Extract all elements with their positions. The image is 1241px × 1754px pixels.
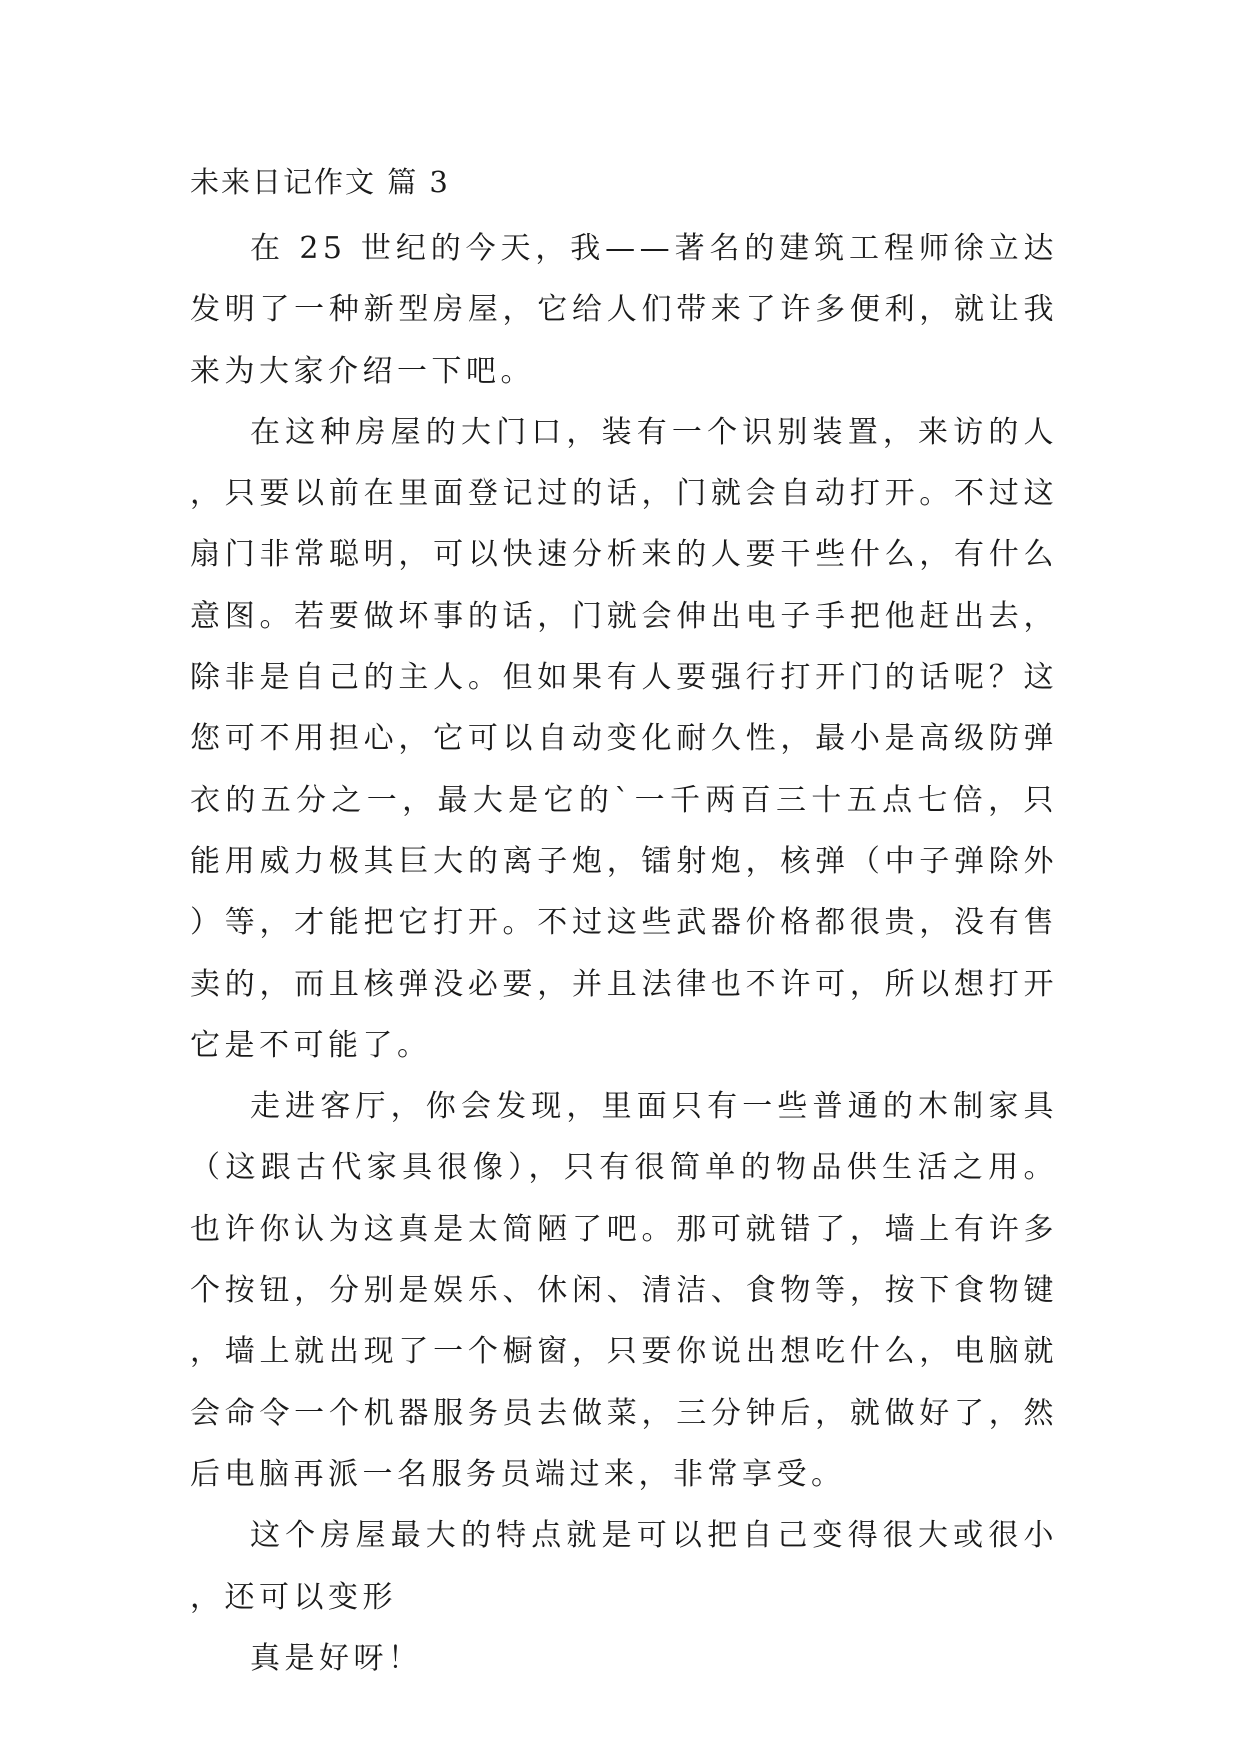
paragraph-closing: 真是好呀！ bbox=[250, 1640, 423, 1676]
paragraph-intro: 在 25 世纪的今天，我——著名的建筑工程师徐立达发明了一种新型房屋，它给人们带来了许多便利，就让我来为大家介绍一下吧。 bbox=[190, 231, 1058, 389]
paragraph-feature: 这个房屋最大的特点就是可以把自己变得很大或很小，还可以变形 bbox=[190, 1518, 1058, 1615]
paragraph-door: 在这种房屋的大门口，装有一个识别装置，来访的人，只要以前在里面登记过的话，门就会自动打开。不过这扇门非常聪明，可以快速分析来的人要干些什么，有什么意图。若要做坏事的话，门就会伸出电子手把他赶出去，除非是自己的主人。但如果有人要强行打开门的话呢？这您可不用担心，它可以自动变化耐久性，最小是高级防弹衣的五分之一，最大是它的`一千两百三十五点七倍，只能用威力极其巨大的离子炮，镭射炮，核弹（中子弹除外）等，才能把它打开。不过这些武器价格都很贵，没有售卖的，而且核弹没必要，并且法律也不许可，所以想打开它是不可能了。 bbox=[190, 414, 1058, 1063]
document-body bbox=[190, 218, 1058, 1689]
paragraph-living-room: 走进客厅，你会发现，里面只有一些普通的木制家具（这跟古代家具很像），只有很简单的物品供生活之用。也许你认为这真是太简陋了吧。那可就错了，墙上有许多个按钮，分别是娱乐、休闲、清洁、食物等，按下食物键，墙上就出现了一个橱窗，只要你说出想吃什么，电脑就会命令一个机器服务员去做菜，三分钟后，就做好了，然后电脑再派一名服务员端过来，非常享受。 bbox=[190, 1089, 1058, 1492]
document-title: 未来日记作文 篇 3 bbox=[190, 165, 450, 199]
